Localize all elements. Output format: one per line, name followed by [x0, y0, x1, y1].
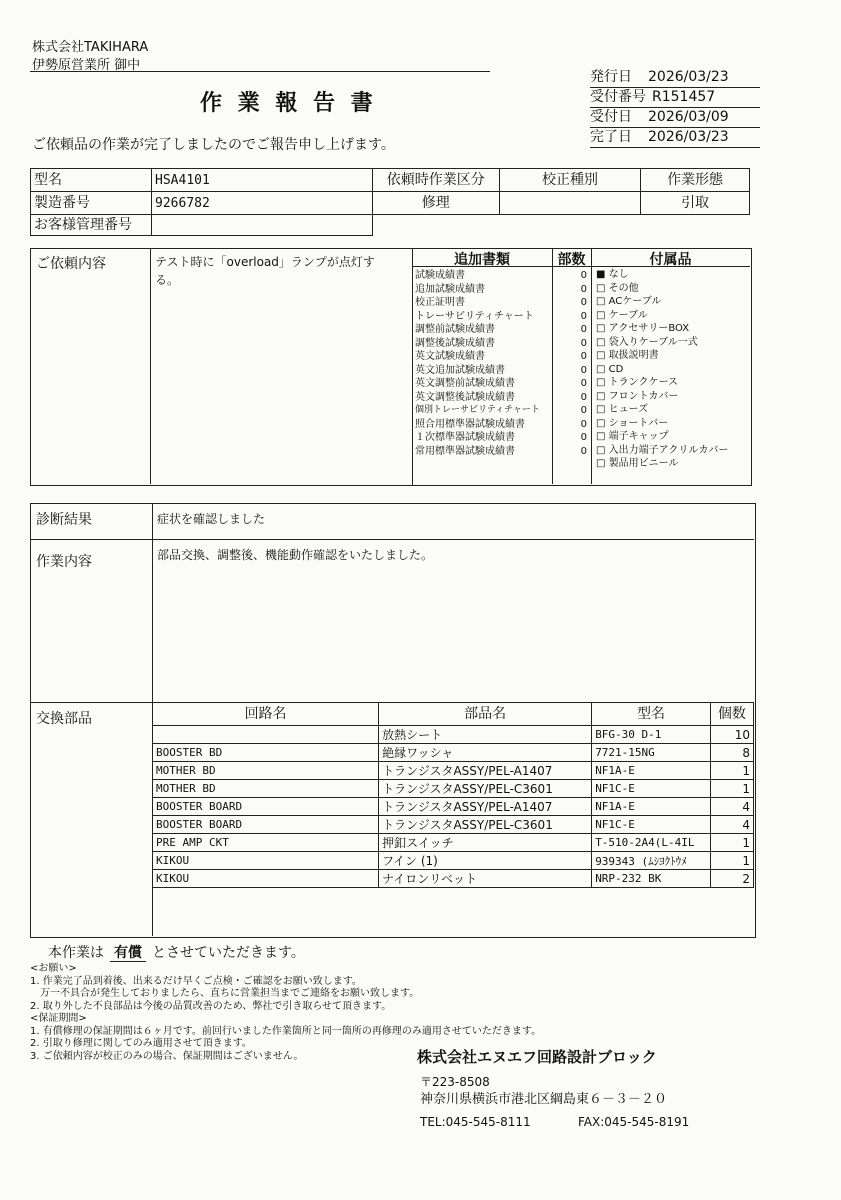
checkbox-icon: □ [596, 458, 606, 469]
circuit-cell: BOOSTER BOARD [153, 816, 379, 834]
document-name: 常用標準器試験成績書 [415, 445, 515, 457]
category-label: 依頼時作業区分 [372, 169, 499, 192]
date-row-completed [590, 128, 760, 148]
document-count: 0 [580, 310, 587, 322]
table-row [153, 834, 754, 852]
qty-cell: 2 [710, 870, 753, 888]
accessory-name: アクセサリーBOX [608, 323, 690, 334]
customer-mgmt-value [152, 215, 373, 236]
date-row-issue [590, 68, 760, 88]
notes-warranty-header: <保証期間> [30, 1013, 87, 1024]
document-name: 個別トレーサビリティチャート [415, 405, 540, 415]
document-count: 0 [580, 270, 587, 281]
table-row [153, 798, 754, 816]
checkbox-icon: □ [596, 309, 606, 321]
documents-header: 追加書類 [454, 252, 510, 268]
model-cell: NF1A-E [592, 798, 711, 816]
part-cell: フイン (1) [379, 852, 592, 870]
document-count: 0 [580, 445, 587, 457]
accessories-list [596, 268, 748, 471]
accessory-name: 取扱説明書 [608, 350, 659, 361]
accessory-name: なし [608, 269, 629, 280]
part-cell: トランジスタASSY/PEL-C3601 [379, 816, 592, 834]
document-name: 英文調整後試験成績書 [415, 391, 515, 403]
issuer-company: 株式会社エヌエフ回路設計ブロック [417, 1048, 657, 1066]
accessory-name: フロントカバー [608, 390, 679, 402]
circuit-cell: BOOSTER BD [153, 744, 379, 762]
documents-count-list [553, 269, 587, 458]
accessory-item [596, 309, 748, 323]
date-label: 受付日 [590, 109, 632, 125]
accessory-item [596, 322, 748, 336]
document-count: 0 [580, 418, 587, 430]
accessory-name: 袋入りケーブル一式 [608, 336, 698, 348]
table-row [153, 726, 754, 744]
accessory-name: 製品用ビニール [608, 458, 679, 469]
accessory-item [596, 390, 748, 404]
date-value: 2026/03/23 [648, 129, 729, 145]
request-label: ご依頼内容 [36, 256, 106, 272]
document-name: 校正証明書 [415, 297, 465, 308]
work-form-label: 作業形態 [641, 169, 750, 192]
document-name: 照合用標準器試験成績書 [415, 418, 525, 430]
notes-request-item: 万一不具合が発生しておりましたら、直ちに営業担当までご連絡をお願い致します。 [30, 988, 420, 999]
accessory-item [596, 349, 748, 363]
document-count: 0 [580, 391, 587, 403]
request-text-line: る。 [155, 273, 180, 287]
date-label: 受付番号 [590, 89, 646, 105]
issuer-fax: FAX:045-545-8191 [578, 1115, 690, 1129]
document-name: 試験成績書 [415, 270, 465, 281]
document-count: 0 [580, 283, 587, 295]
part-cell: 押釦スイッチ [379, 834, 592, 852]
part-cell: 絶縁ワッシャ [379, 744, 592, 762]
document-count: 0 [580, 324, 587, 335]
accessory-name: CD [608, 363, 624, 375]
checkbox-icon: □ [596, 431, 606, 442]
model-label: 型名 [31, 169, 152, 192]
checkbox-icon: □ [596, 390, 606, 402]
checkbox-icon: □ [596, 417, 606, 429]
model-cell: 939343 (ﾑｼﾖｸﾄｳﾒ [592, 852, 711, 870]
date-label: 完了日 [590, 129, 632, 145]
work-text: 部品交換、調整後、機能動作確認をいたしました。 [157, 548, 434, 562]
table-row [153, 852, 754, 870]
accessory-item [596, 336, 748, 350]
accessory-item [596, 444, 748, 458]
circuit-cell: MOTHER BD [153, 762, 379, 780]
qty-cell: 1 [710, 762, 753, 780]
document-count: 0 [580, 364, 587, 376]
model-cell: BFG-30 D-1 [592, 726, 711, 744]
payment-suffix: とさせていただきます。 [152, 945, 305, 961]
issuer-tel: TEL:045-545-8111 [420, 1115, 531, 1129]
accessory-item [596, 295, 748, 309]
model-header: 型名 [592, 703, 711, 726]
qty-cell: 1 [710, 780, 753, 798]
accessory-name: 端子キャップ [608, 431, 669, 442]
request-text [155, 253, 375, 289]
accessories-header: 付属品 [649, 252, 692, 268]
model-cell: NF1C-E [592, 780, 711, 798]
parts-header-row [153, 703, 754, 726]
category-value: 修理 [372, 192, 499, 215]
parts-label: 交換部品 [36, 711, 92, 727]
dates-block [590, 68, 760, 148]
checkbox-icon: □ [596, 323, 606, 334]
circuit-cell: KIKOU [153, 870, 379, 888]
serial-label: 製造番号 [31, 192, 152, 215]
page-title: 作 業 報 告 書 [200, 91, 377, 116]
accessory-item [596, 268, 748, 282]
qty-header: 個数 [710, 703, 753, 726]
recipient-company: 株式会社TAKIHARA [32, 40, 149, 55]
table-row [153, 816, 754, 834]
parts-table [152, 702, 754, 888]
document-name: 追加試験成績書 [415, 283, 485, 295]
notes-request-item: 2. 取り外した不良部品は今後の品質改善のため、弊社で引き取らせて頂きます。 [30, 1000, 392, 1012]
calibration-value [499, 192, 640, 215]
calibration-label: 校正種別 [499, 169, 640, 192]
table-row [153, 870, 754, 888]
diagnosis-label: 診断結果 [36, 512, 92, 528]
document-name: 英文調整前試験成績書 [415, 378, 515, 389]
documents-list [415, 269, 550, 458]
payment-value: 有償 [110, 945, 146, 962]
part-cell: ナイロンリベット [379, 870, 592, 888]
payment-prefix: 本作業は [48, 945, 104, 961]
accessory-name: 入出力端子アクリルカバー [608, 444, 729, 456]
item-info-table [30, 168, 750, 236]
model-cell: 7721-15NG [592, 744, 711, 762]
notes-warranty-item: 3. ご依頼内容が校正のみの場合、保証期間はございません。 [30, 1050, 304, 1062]
recipient-underline [30, 71, 490, 72]
notes-request-item: 1. 作業完了品到着後、出来るだけ早くご点検・ご確認をお願い致します。 [30, 975, 362, 987]
date-value: R151457 [652, 89, 716, 105]
issuer-address: 神奈川県横浜市港北区綱島東６－３－２０ [420, 1092, 668, 1107]
payment-line [48, 942, 305, 962]
accessory-item [596, 376, 748, 390]
document-name: 調整前試験成績書 [415, 324, 495, 335]
notes-warranty-item: 1. 有償修理の保証期間は６ヶ月です。前回行いました作業箇所と同一箇所の再修理のみ適用させていただきます。 [30, 1025, 542, 1037]
date-value: 2026/03/23 [648, 69, 729, 85]
checkbox-icon: □ [596, 363, 606, 375]
circuit-cell: KIKOU [153, 852, 379, 870]
accessory-name: ACケーブル [608, 296, 662, 307]
model-cell: NF1A-E [592, 762, 711, 780]
document-count: 0 [580, 378, 587, 389]
document-count: 0 [580, 432, 587, 443]
table-row [153, 780, 754, 798]
checkbox-icon: □ [596, 404, 606, 415]
document-name: 英文追加試験成績書 [415, 364, 505, 376]
serial-value: 9266782 [152, 192, 373, 215]
model-cell: T-510-2A4(L-4IL [592, 834, 711, 852]
circuit-cell: BOOSTER BOARD [153, 798, 379, 816]
notes-request-header: <お願い> [30, 963, 77, 974]
issuer-postal: 〒223-8508 [420, 1075, 490, 1089]
qty-cell: 1 [710, 834, 753, 852]
model-value: HSA4101 [152, 169, 373, 192]
qty-cell: 4 [710, 816, 753, 834]
part-header: 部品名 [379, 703, 592, 726]
diagnosis-text: 症状を確認しました [157, 512, 266, 526]
accessory-item [596, 363, 748, 377]
accessory-item [596, 403, 748, 417]
request-text-line: テスト時に「overload」ランプが点灯す [155, 255, 375, 269]
accessory-name: トランクケース [608, 377, 678, 388]
checkbox-icon: □ [596, 296, 606, 307]
circuit-header: 回路名 [153, 703, 379, 726]
date-label: 発行日 [590, 69, 632, 85]
accessory-item [596, 430, 748, 444]
work-form-value: 引取 [641, 192, 750, 215]
accessory-item [596, 417, 748, 431]
qty-cell: 4 [710, 798, 753, 816]
part-cell: トランジスタASSY/PEL-A1407 [379, 762, 592, 780]
accessory-name: ショートバー [608, 417, 669, 429]
checkbox-icon: □ [596, 350, 606, 361]
document-count: 0 [580, 297, 587, 308]
customer-mgmt-label: お客様管理番号 [31, 215, 152, 236]
document-count: 0 [580, 405, 587, 416]
document-name: １次標準器試験成績書 [415, 432, 515, 443]
model-cell: NF1C-E [592, 816, 711, 834]
intro-text: ご依頼品の作業が完了しましたのでご報告申し上げます。 [32, 137, 395, 153]
recipient-office: 伊勢原営業所 御中 [32, 58, 141, 73]
accessory-name: その他 [608, 282, 639, 294]
model-cell: NRP-232 BK [592, 870, 711, 888]
document-name: トレーサビリティチャート [415, 310, 534, 322]
part-cell: トランジスタASSY/PEL-C3601 [379, 780, 592, 798]
accessory-item [596, 457, 748, 471]
checkbox-icon: □ [596, 377, 606, 388]
table-row [153, 744, 754, 762]
document-name: 英文試験成績書 [415, 351, 485, 362]
accessory-name: ヒューズ [608, 404, 649, 415]
notes-warranty-item: 2. 引取り修理に関してのみ適用させて頂きます。 [30, 1038, 252, 1049]
checkbox-icon: □ [596, 282, 606, 294]
date-value: 2026/03/09 [648, 109, 729, 125]
circuit-cell: MOTHER BD [153, 780, 379, 798]
checkbox-icon: □ [596, 336, 606, 348]
qty-cell: 8 [710, 744, 753, 762]
document-name: 調整後試験成績書 [415, 337, 495, 349]
part-cell: トランジスタASSY/PEL-A1407 [379, 798, 592, 816]
document-count: 0 [580, 351, 587, 362]
date-row-received [590, 108, 760, 128]
checkbox-icon: □ [596, 444, 606, 456]
work-label: 作業内容 [36, 554, 92, 570]
qty-cell: 10 [710, 726, 753, 744]
circuit-cell [153, 726, 379, 744]
checkbox-filled-icon: ■ [596, 269, 606, 280]
qty-cell: 1 [710, 852, 753, 870]
date-row-receipt-no [590, 88, 760, 108]
table-row [153, 762, 754, 780]
accessory-name: ケーブル [608, 309, 648, 321]
documents-count-header: 部数 [557, 252, 586, 268]
part-cell: 放熱シート [379, 726, 592, 744]
circuit-cell: PRE AMP CKT [153, 834, 379, 852]
accessory-item [596, 282, 748, 296]
document-count: 0 [580, 337, 587, 349]
